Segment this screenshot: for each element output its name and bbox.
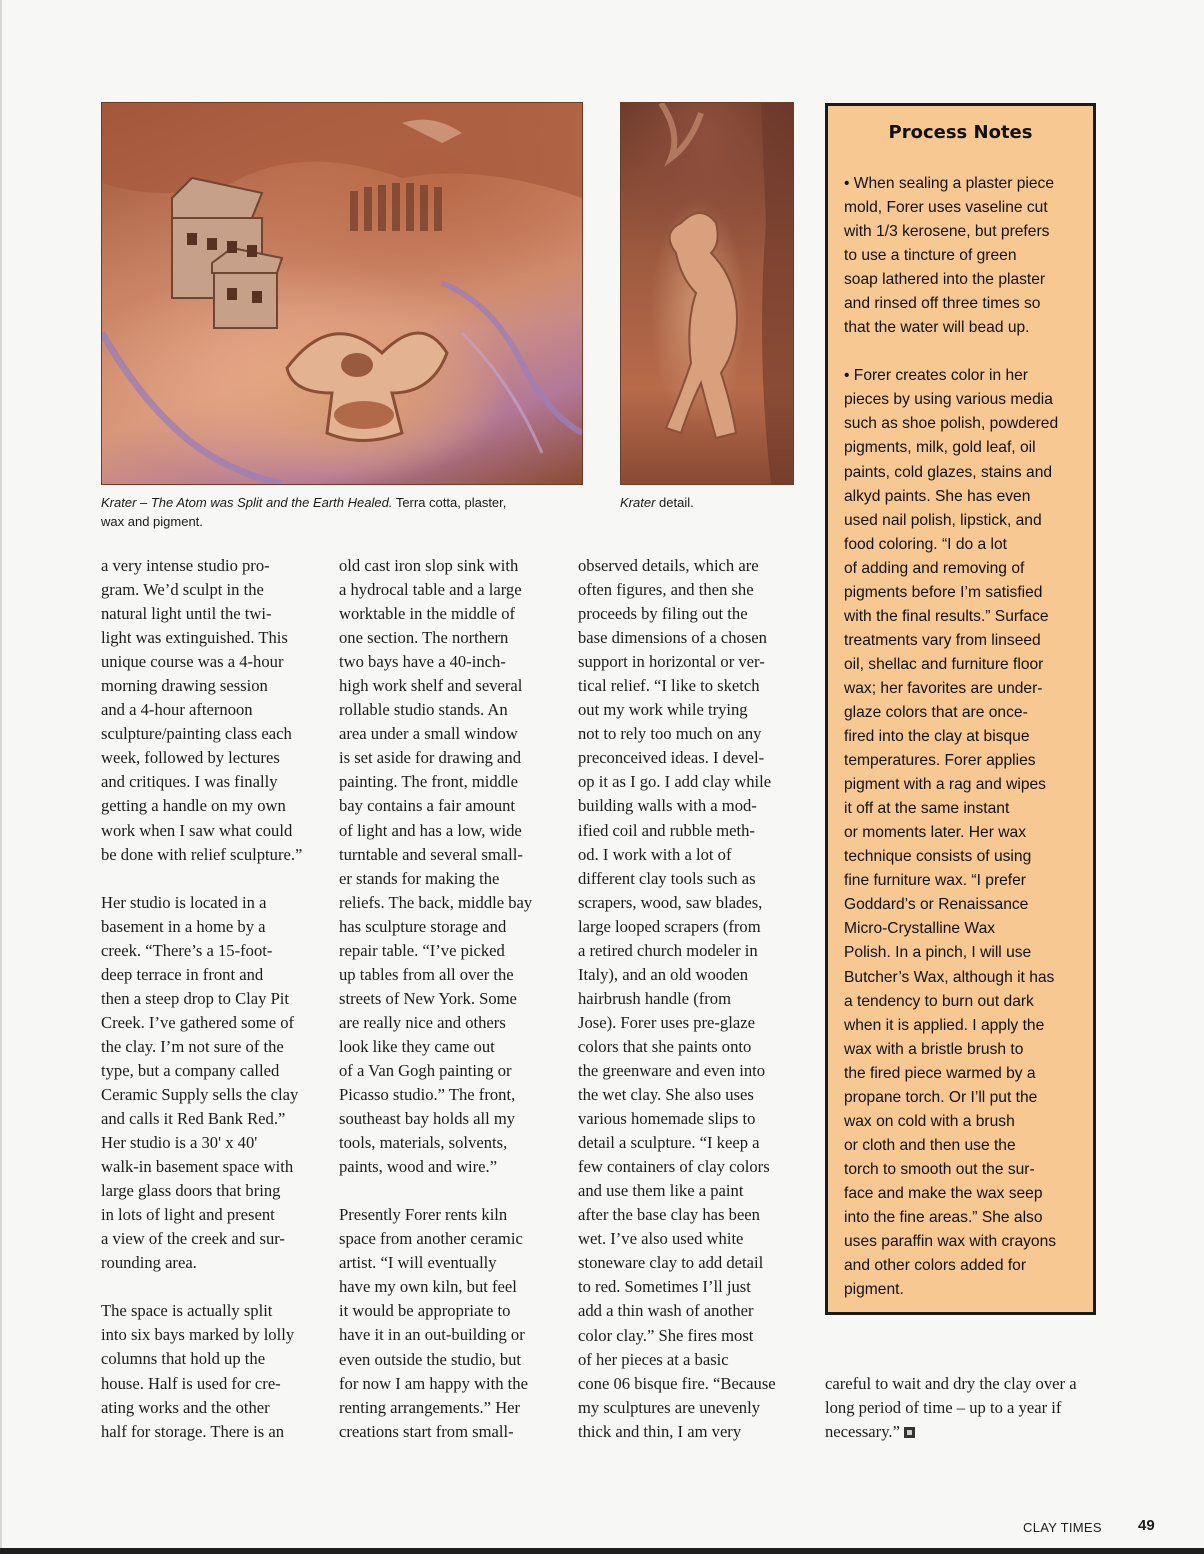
text-line: such as shoe polish, powdered bbox=[844, 415, 1059, 433]
caption-title: Krater bbox=[620, 495, 656, 510]
text-line: observed details, which are bbox=[578, 556, 759, 575]
text-line: look like they came out bbox=[339, 1036, 495, 1056]
text-line: type, but a company called bbox=[101, 1060, 280, 1080]
text-line: base dimensions of a chosen bbox=[578, 628, 767, 648]
text-line: reliefs. The back, middle bay bbox=[339, 892, 533, 912]
text-line: two bays have a 40-inch- bbox=[339, 652, 506, 672]
text-line: light was extinguished. This bbox=[101, 628, 288, 648]
text-line: a hydrocal table and a large bbox=[339, 580, 522, 600]
text-line: the wet clay. She also uses bbox=[578, 1085, 754, 1105]
text-line: Her studio is a 30' x 40' bbox=[101, 1133, 258, 1153]
text-line: walk-in basement space with bbox=[101, 1157, 294, 1177]
bottom-rule bbox=[0, 1548, 1204, 1554]
paragraph bbox=[101, 891, 311, 1276]
process-notes-sidebar bbox=[825, 103, 1096, 1315]
text-line: high work shelf and several bbox=[339, 676, 523, 696]
text-line: food coloring. “I do a lot bbox=[844, 535, 1007, 553]
sidebar-body bbox=[844, 172, 1094, 1326]
text-line: area under a small window bbox=[339, 724, 518, 744]
detail-photo-caption bbox=[620, 493, 694, 512]
page-edge bbox=[0, 0, 2, 1554]
text-line: Ceramic Supply sells the clay bbox=[101, 1084, 299, 1104]
text-line: space from another ceramic bbox=[339, 1229, 523, 1249]
text-line: with 1/3 kerosene, but prefers bbox=[844, 223, 1050, 241]
text-line: sculpture/painting class each bbox=[101, 724, 292, 744]
text-line: and use them like a paint bbox=[578, 1181, 744, 1201]
text-line: temperatures. Forer applies bbox=[844, 752, 1036, 770]
text-line: in lots of light and present bbox=[101, 1205, 275, 1225]
text-line: repair table. “I’ve picked bbox=[339, 940, 505, 960]
text-line: wax with a bristle brush to bbox=[844, 1040, 1024, 1058]
text-line: renting arrangements.” Her bbox=[339, 1397, 521, 1417]
text-line: support in horizontal or ver- bbox=[578, 652, 765, 672]
text-line: Picasso studio.” The front, bbox=[339, 1085, 516, 1105]
text-line: er stands for making the bbox=[339, 868, 500, 888]
text-line: gram. We’d sculpt in the bbox=[101, 580, 264, 600]
text-line: Polish. In a pinch, I will use bbox=[844, 944, 1032, 962]
text-line: it off at the same instant bbox=[844, 800, 1010, 818]
article-column-1 bbox=[101, 554, 311, 1468]
text-line: ified coil and rubble meth- bbox=[578, 820, 755, 840]
text-line: work when I saw what could bbox=[101, 820, 293, 840]
text-line: one section. The northern bbox=[339, 628, 509, 648]
text-line: or cloth and then use the bbox=[844, 1136, 1016, 1154]
text-line: is set aside for drawing and bbox=[339, 748, 522, 768]
text-line: and other colors added for bbox=[844, 1257, 1027, 1275]
text-line: building walls with a mod- bbox=[578, 796, 757, 816]
text-line: propane torch. Or I’ll put the bbox=[844, 1088, 1038, 1106]
text-line: paints, cold glazes, stains and bbox=[844, 463, 1053, 481]
text-line: glaze colors that are once- bbox=[844, 703, 1028, 721]
text-line: different clay tools such as bbox=[578, 868, 756, 888]
text-line: and critiques. I was finally bbox=[101, 772, 278, 792]
text-line: careful to wait and dry the clay over a bbox=[825, 1374, 1077, 1393]
text-line: fine furniture wax. “I prefer bbox=[844, 872, 1027, 890]
text-line: scrapers, wood, saw blades, bbox=[578, 892, 763, 912]
caption-text: detail. bbox=[655, 495, 694, 510]
text-line: various homemade slips to bbox=[578, 1109, 756, 1129]
text-line: face and make the wax seep bbox=[844, 1184, 1043, 1202]
article-column-3 bbox=[578, 554, 788, 1468]
text-line: detail a sculpture. “I keep a bbox=[578, 1133, 760, 1153]
text-line: the clay. I’m not sure of the bbox=[101, 1036, 284, 1056]
text-line: used nail polish, lipstick, and bbox=[844, 511, 1042, 529]
text-line: soap lathered into the plaster bbox=[844, 271, 1046, 289]
text-line: large glass doors that bring bbox=[101, 1181, 281, 1201]
text-line: the greenware and even into bbox=[578, 1060, 766, 1080]
text-line: into six bays marked by lolly bbox=[101, 1325, 295, 1345]
text-line: week, followed by lectures bbox=[101, 748, 280, 768]
text-line: colors that she paints onto bbox=[578, 1036, 752, 1056]
text-line: rollable studio stands. An bbox=[339, 700, 508, 720]
figure-relief-illustration bbox=[621, 103, 793, 484]
text-line: then a steep drop to Clay Pit bbox=[101, 988, 290, 1008]
text-line: of a Van Gogh painting or bbox=[339, 1060, 512, 1080]
text-line: necessary.” bbox=[825, 1422, 900, 1442]
text-line: tools, materials, solvents, bbox=[339, 1133, 508, 1153]
text-line: and a 4-hour afternoon bbox=[101, 700, 253, 720]
text-line: Italy), and an old wooden bbox=[578, 964, 749, 984]
text-line: are really nice and others bbox=[339, 1012, 506, 1032]
text-line: and rinsed off three times so bbox=[844, 295, 1041, 313]
text-line: pigments before I’m satisfied bbox=[844, 583, 1043, 601]
paragraph bbox=[339, 1203, 549, 1443]
paragraph bbox=[101, 1299, 311, 1443]
sidebar-paragraph bbox=[844, 364, 1094, 1302]
text-line: • Forer creates color in her bbox=[844, 367, 1028, 385]
text-line: half for storage. There is an bbox=[101, 1421, 285, 1441]
caption-materials-cont: wax and pigment. bbox=[101, 514, 203, 529]
text-line: turntable and several small- bbox=[339, 844, 523, 864]
text-line: wax; her favorites are under- bbox=[844, 679, 1043, 697]
text-line: Butcher’s Wax, although it has bbox=[844, 968, 1055, 986]
text-line: mold, Forer uses vaseline cut bbox=[844, 199, 1048, 217]
krater-detail-photo bbox=[620, 102, 794, 485]
text-line: large looped scrapers (from bbox=[578, 916, 761, 936]
page-number: 49 bbox=[1138, 1517, 1155, 1534]
text-line: tical relief. “I like to sketch bbox=[578, 676, 760, 696]
text-line: color clay.” She fires most bbox=[578, 1325, 754, 1345]
text-line: streets of New York. Some bbox=[339, 988, 517, 1008]
text-line: ating works and the other bbox=[101, 1397, 270, 1417]
text-line: the fired piece warmed by a bbox=[844, 1064, 1036, 1082]
text-line: columns that hold up the bbox=[101, 1349, 266, 1369]
text-line: pigments, milk, gold leaf, oil bbox=[844, 439, 1036, 457]
text-line: of her pieces at a basic bbox=[578, 1349, 729, 1369]
text-line: pieces by using various media bbox=[844, 391, 1053, 409]
text-line: The space is actually split bbox=[101, 1301, 273, 1321]
paragraph bbox=[101, 554, 311, 867]
text-line: into the fine areas.” She also bbox=[844, 1208, 1043, 1226]
text-line: a very intense studio pro- bbox=[101, 556, 270, 575]
text-line: hairbrush handle (from bbox=[578, 988, 731, 1008]
text-line: proceeds by filing out the bbox=[578, 604, 748, 624]
text-line: have it in an out-building or bbox=[339, 1325, 525, 1345]
main-photo-caption bbox=[101, 493, 571, 531]
article-column-2 bbox=[339, 554, 549, 1468]
magazine-name: CLAY TIMES bbox=[1023, 1520, 1102, 1535]
text-line: uses paraffin wax with crayons bbox=[844, 1233, 1057, 1251]
text-line: not to rely too much on any bbox=[578, 724, 762, 744]
text-line: old cast iron slop sink with bbox=[339, 556, 519, 575]
article-column-4 bbox=[825, 1372, 1095, 1468]
text-line: to use a tincture of green bbox=[844, 247, 1017, 265]
paragraph bbox=[578, 554, 788, 1444]
text-line: my sculptures are unevenly bbox=[578, 1397, 761, 1417]
text-line: a tendency to burn out dark bbox=[844, 992, 1034, 1010]
text-line: op it as I go. I add clay while bbox=[578, 772, 772, 792]
text-line: treatments vary from linseed bbox=[844, 631, 1041, 649]
caption-title: Krater – The Atom was Split and the Earth Healed. bbox=[101, 495, 393, 510]
sidebar-paragraph bbox=[844, 172, 1094, 340]
text-line: or moments later. Her wax bbox=[844, 824, 1026, 842]
krater-relief-illustration bbox=[102, 103, 582, 484]
text-line: for now I am happy with the bbox=[339, 1373, 528, 1393]
text-line: has sculpture storage and bbox=[339, 916, 507, 936]
text-line: basement in a home by a bbox=[101, 916, 266, 936]
krater-photo bbox=[101, 102, 583, 485]
text-line: a view of the creek and sur- bbox=[101, 1229, 285, 1249]
text-line: have my own kiln, but feel bbox=[339, 1277, 517, 1297]
text-line: wax on cold with a brush bbox=[844, 1112, 1015, 1130]
end-of-article-icon bbox=[904, 1427, 915, 1438]
text-line: when it is applied. I apply the bbox=[844, 1016, 1045, 1034]
closing-text bbox=[825, 1374, 1077, 1441]
text-line: of adding and removing of bbox=[844, 559, 1025, 577]
text-line: with the final results.” Surface bbox=[844, 607, 1049, 625]
text-line: pigment with a rag and wipes bbox=[844, 776, 1046, 794]
sidebar-title: Process Notes bbox=[888, 122, 1033, 143]
paragraph bbox=[825, 1372, 1095, 1444]
text-line: Her studio is located in a bbox=[101, 892, 267, 912]
text-line: od. I work with a lot of bbox=[578, 844, 732, 864]
text-line: creations start from small- bbox=[339, 1421, 514, 1441]
text-line: worktable in the middle of bbox=[339, 604, 516, 624]
text-line: stoneware clay to add detail bbox=[578, 1253, 764, 1273]
text-line: natural light until the twi- bbox=[101, 604, 272, 624]
paragraph bbox=[339, 554, 549, 1179]
text-line: alkyd paints. She has even bbox=[844, 487, 1031, 505]
text-line: often figures, and then she bbox=[578, 580, 754, 600]
text-line: Presently Forer rents kiln bbox=[339, 1205, 508, 1225]
text-line: getting a handle on my own bbox=[101, 796, 286, 816]
text-line: southeast bay holds all my bbox=[339, 1109, 516, 1129]
text-line: technique consists of using bbox=[844, 848, 1032, 866]
text-line: Micro-Crystalline Wax bbox=[844, 920, 996, 938]
text-line: • When sealing a plaster piece bbox=[844, 175, 1055, 192]
text-line: creek. “There’s a 15-foot- bbox=[101, 940, 273, 960]
caption-materials: Terra cotta, plaster, bbox=[392, 495, 507, 510]
text-line: house. Half is used for cre- bbox=[101, 1373, 281, 1393]
text-line: to red. Sometimes I’ll just bbox=[578, 1277, 751, 1297]
text-line: Creek. I’ve gathered some of bbox=[101, 1012, 295, 1032]
text-line: oil, shellac and furniture floor bbox=[844, 655, 1044, 673]
text-line: unique course was a 4-hour bbox=[101, 652, 284, 672]
text-line: pigment. bbox=[844, 1281, 904, 1299]
text-line: artist. “I will eventually bbox=[339, 1253, 497, 1273]
text-line: fired into the clay at bisque bbox=[844, 728, 1030, 746]
text-line: Goddard’s or Renaissance bbox=[844, 896, 1029, 914]
text-line: a retired church modeler in bbox=[578, 940, 758, 960]
text-line: Jose). Forer uses pre-glaze bbox=[578, 1012, 755, 1032]
text-line: paints, wood and wire.” bbox=[339, 1157, 498, 1177]
text-line: it would be appropriate to bbox=[339, 1301, 511, 1321]
text-line: painting. The front, middle bbox=[339, 772, 518, 792]
text-line: that the water will bead up. bbox=[844, 319, 1030, 337]
text-line: wet. I’ve also used white bbox=[578, 1229, 744, 1249]
text-line: and calls it Red Bank Red.” bbox=[101, 1109, 286, 1129]
text-line: torch to smooth out the sur- bbox=[844, 1160, 1035, 1178]
text-line: few containers of clay colors bbox=[578, 1157, 770, 1177]
text-line: out my work while trying bbox=[578, 700, 748, 720]
text-line: cone 06 bisque fire. “Because bbox=[578, 1373, 776, 1393]
text-line: up tables from all over the bbox=[339, 964, 514, 984]
text-line: be done with relief sculpture.” bbox=[101, 844, 303, 864]
text-line: after the base clay has been bbox=[578, 1205, 760, 1225]
text-line: of light and has a low, wide bbox=[339, 820, 522, 840]
text-line: even outside the studio, but bbox=[339, 1349, 522, 1369]
text-line: bay contains a fair amount bbox=[339, 796, 516, 816]
text-line: morning drawing session bbox=[101, 676, 268, 696]
text-line: deep terrace in front and bbox=[101, 964, 264, 984]
text-line: long period of time – up to a year if bbox=[825, 1398, 1062, 1418]
text-line: rounding area. bbox=[101, 1253, 197, 1273]
text-line: preconceived ideas. I devel- bbox=[578, 748, 765, 768]
text-line: thick and thin, I am very bbox=[578, 1421, 742, 1441]
text-line: add a thin wash of another bbox=[578, 1301, 754, 1321]
